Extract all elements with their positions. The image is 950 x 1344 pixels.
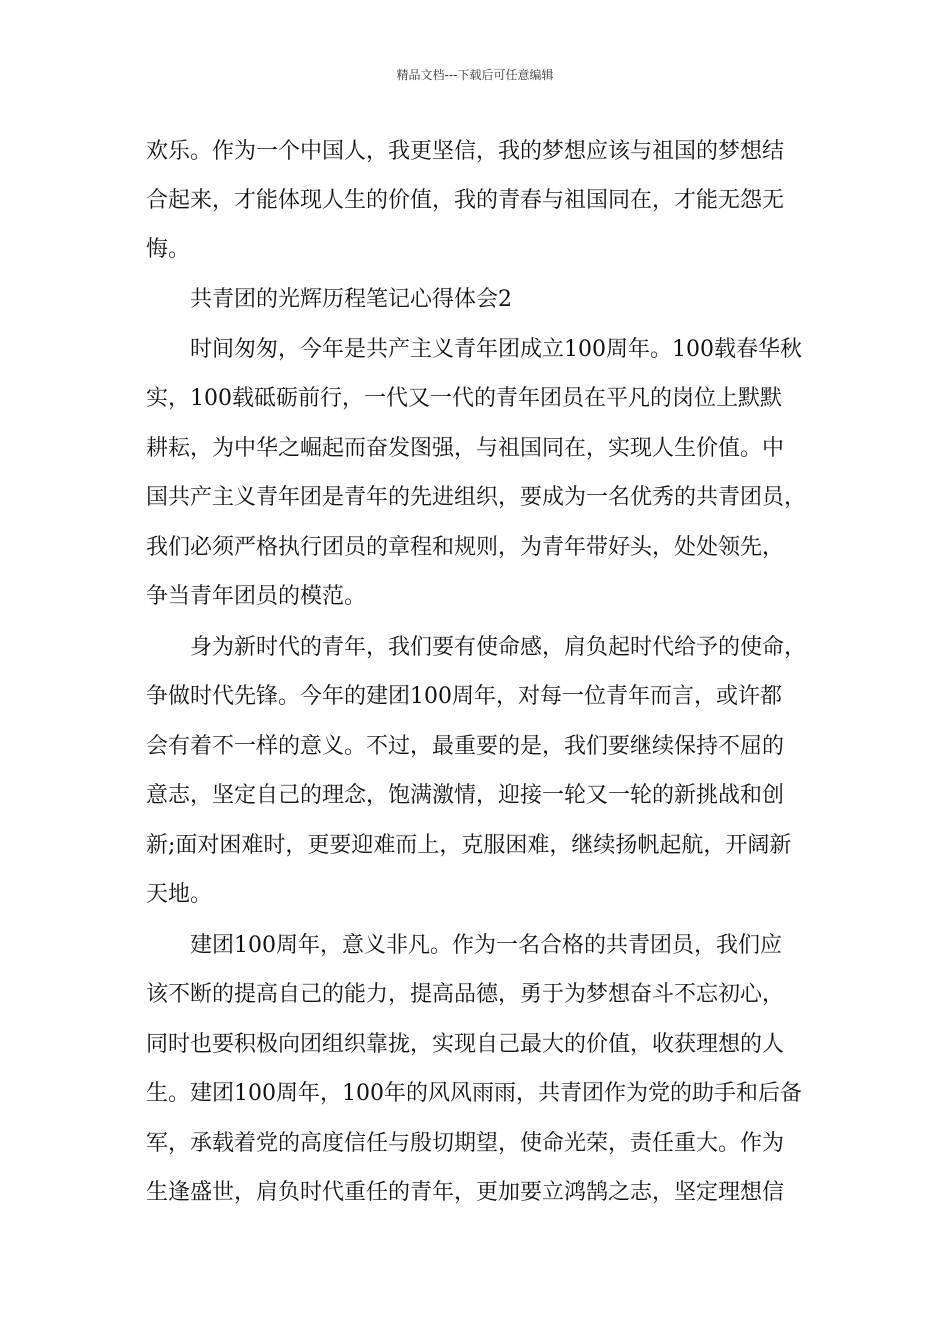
text-line: 耕耘，为中华之崛起而奋发图强，与祖国同在，实现人生价值。中 [146, 436, 785, 461]
text-line: 悔。 [146, 237, 191, 262]
text-line: 国共产主义青年团是青年的先进组织，要成为一名优秀的共青团员， [146, 485, 807, 510]
text-line: 我们必须严格执行团员的章程和规则，为青年带好头，处处领先， [146, 535, 785, 560]
text-line: 同时也要积极向团组织靠拢，实现自己最大的价值，收获理想的人 [146, 1032, 785, 1057]
text-line: 建团100周年，意义非凡。作为一名合格的共青团员，我们应 [190, 933, 782, 958]
text-line: 实，100载砥砺前行，一代又一代的青年团员在平凡的岗位上默默 [146, 386, 782, 411]
text-line: 天地。 [146, 882, 213, 907]
text-line: 意志，坚定自己的理念，饱满激情，迎接一轮又一轮的新挑战和创 [146, 783, 785, 808]
text-line: 生。建团100周年，100年的风风雨雨，共青团作为党的助手和后备 [146, 1081, 802, 1106]
text-line: 该不断的提高自己的能力，提高品德，勇于为梦想奋斗不忘初心， [146, 982, 785, 1007]
text-line: 生逢盛世，肩负时代重任的青年，更加要立鸿鹄之志，坚定理想信 [146, 1180, 785, 1205]
text-line: 军，承载着党的高度信任与殷切期望，使命光荣，责任重大。作为 [146, 1131, 785, 1156]
text-line: 合起来，才能体现人生的价值，我的青春与祖国同在，才能无怨无 [146, 188, 785, 213]
text-line: 身为新时代的青年，我们要有使命感，肩负起时代给予的使命， [190, 635, 807, 660]
section-title: 共青团的光辉历程笔记心得体会2 [190, 287, 512, 312]
text-line: 争做时代先锋。今年的建团100周年，对每一位青年而言，或许都 [146, 684, 782, 709]
text-line: 时间匆匆，今年是共产主义青年团成立100周年。100载春华秋 [190, 337, 802, 362]
text-line: 会有着不一样的意义。不过，最重要的是，我们要继续保持不屈的 [146, 734, 785, 759]
text-line: 欢乐。作为一个中国人，我更坚信，我的梦想应该与祖国的梦想结 [146, 139, 785, 164]
text-line: 新;面对困难时，更要迎难而上，克服困难，继续扬帆起航，开阔新 [146, 833, 792, 858]
page-header: 精品文档---下载后可任意编辑 [396, 68, 554, 82]
text-line: 争当青年团员的模范。 [146, 584, 367, 609]
